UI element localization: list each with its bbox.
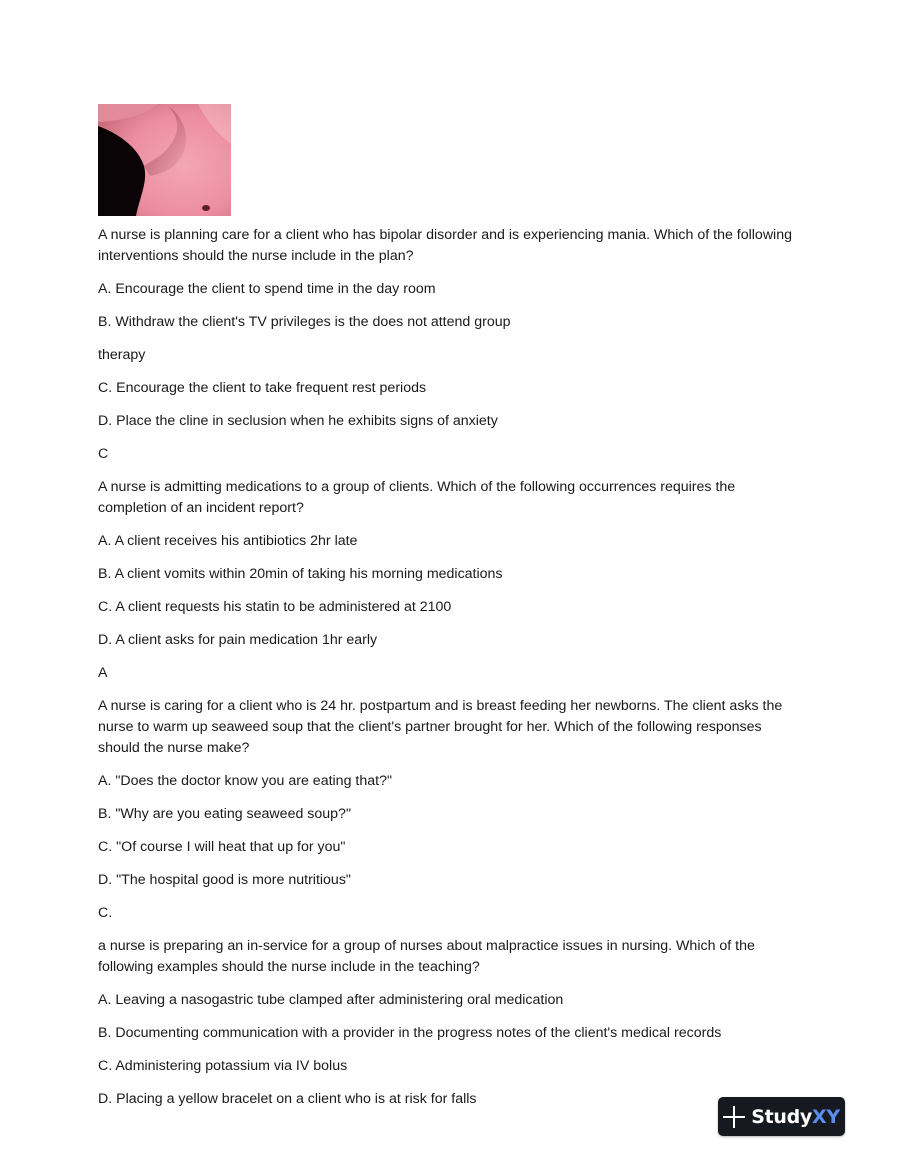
photo-image [98,104,231,216]
question-1-option-b: B. Withdraw the client's TV privileges is the does not attend group [98,314,511,330]
question-4-option-b: B. Documenting communication with a provider in the progress notes of the client's medical records [98,1025,722,1041]
question-3-option-b: B. "Why are you eating seaweed soup?" [98,806,351,822]
document-page [98,104,798,1122]
plus-icon [723,1106,745,1128]
question-2-option-b: B. A client vomits within 20min of taking his morning medications [98,566,503,582]
question-1-answer: C [98,446,109,462]
question-4-text: a nurse is preparing an in-service for a group of nurses about malpractice issues in nursing. Which of the following examples should the nurse include in the teaching? [98,938,755,975]
question-2-option-a: A. A client receives his antibiotics 2hr late [98,533,358,549]
studyxy-logo-badge[interactable] [718,1097,845,1136]
question-1-option-b-continued: therapy [98,347,146,363]
question-1-text: A nurse is planning care for a client who has bipolar disorder and is experiencing mania. Which of the following interventions should the nurse include in the plan? [98,227,792,264]
logo-wordmark: StudyXY [751,1105,840,1128]
question-2-text: A nurse is admitting medications to a group of clients. Which of the following occurrences requires the completion of an incident report? [98,479,736,516]
question-2-option-c: C. A client requests his statin to be administered at 2100 [98,599,452,615]
question-1-option-d: D. Place the cline in seclusion when he exhibits signs of anxiety [98,413,498,429]
question-2-answer: A [98,665,108,681]
question-4-option-c: C. Administering potassium via IV bolus [98,1058,348,1074]
question-3-option-d: D. "The hospital good is more nutritious" [98,872,351,888]
question-3-option-a: A. "Does the doctor know you are eating that?" [98,773,392,789]
question-1-option-c: C. Encourage the client to take frequent rest periods [98,380,427,396]
question-4-option-a: A. Leaving a nasogastric tube clamped after administering oral medication [98,992,564,1008]
question-2-option-d: D. A client asks for pain medication 1hr early [98,632,378,648]
question-1-option-a: A. Encourage the client to spend time in the day room [98,281,436,297]
question-3-answer: C. [98,905,113,921]
question-3-option-c: C. "Of course I will heat that up for you" [98,839,346,855]
question-4-option-d: D. Placing a yellow bracelet on a client who is at risk for falls [98,1091,477,1107]
question-3-text: A nurse is caring for a client who is 24 hr. postpartum and is breast feeding her newborns. The client asks the nurse to warm up seaweed soup that the client's partner brought for her. Which of the following responses should the nurse make? [98,698,783,756]
